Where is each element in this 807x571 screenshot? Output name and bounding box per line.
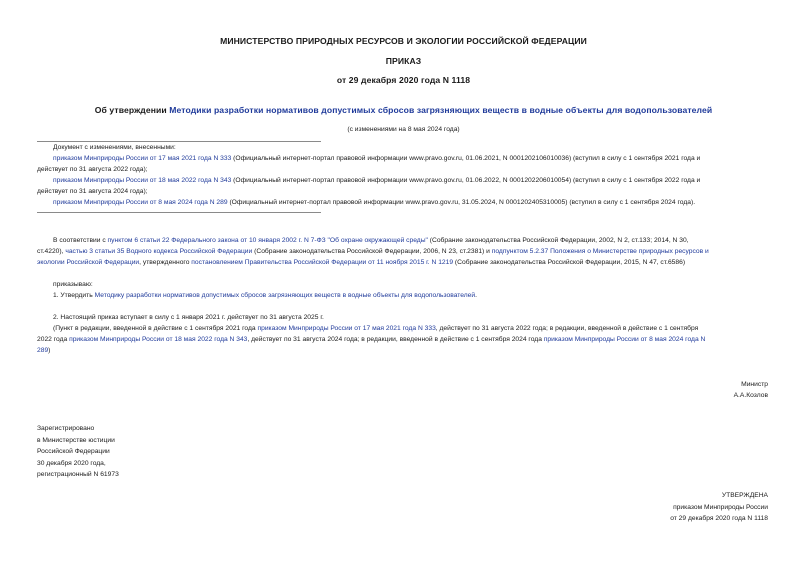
item2-note-line-2 — [37, 334, 777, 346]
note-text: ) — [48, 347, 51, 354]
preamble-text: (Собрание законодательства Российской Федерации, 2002, N 2, ст.133; 2014, N 30, — [427, 237, 689, 244]
amendment-2-text: (Официальный интернет-портал правовой информации www.pravo.gov.ru, 01.06.2022, N 0001202206010054) (вступил в силу с 1 сентября 2022 года и — [231, 177, 701, 184]
approved-line: УТВЕРЖДЕНА — [721, 492, 768, 499]
preamble-line-1 — [53, 235, 773, 247]
item2-note-line-1 — [53, 323, 773, 335]
date-number-heading: от 29 декабря 2020 года N 1118 — [336, 75, 471, 85]
methodology-link[interactable]: Методику разработки нормативов допустимых сбросов загрязняющих веществ в водные объекты для водопользователей — [94, 292, 476, 299]
preamble-text: ст.4220), — [37, 248, 66, 255]
preamble-text: , утвержденного — [139, 259, 192, 266]
order-item-1 — [53, 290, 773, 302]
law-link[interactable]: пунктом 6 статьи 22 Федерального закона от 10 января 2002 г. N 7-ФЗ "Об охране окружающей среды" — [107, 237, 428, 244]
government-decree-link[interactable]: постановлением Правительства Российской Федерации от 11 ноября 2015 г. N 1219 — [191, 259, 454, 266]
preamble-text: (Собрание законодательства Российской Федерации, 2015, N 47, ст.6586) — [453, 259, 686, 266]
title-prefix: Об утверждении — [94, 105, 170, 115]
preamble-text: В соответствии с — [53, 237, 108, 244]
registration-line: регистрационный N 61973 — [37, 471, 119, 478]
signature-name: А.А.Козлов — [733, 392, 768, 399]
amendment-1-text: (Официальный интернет-портал правовой информации www.pravo.gov.ru, 01.06.2021, N 0001202106010036) (вступил в силу с 1 сентября 2021 года и — [231, 155, 701, 162]
order-word: приказываю: — [53, 281, 93, 288]
registration-line: 30 декабря 2020 года, — [37, 459, 106, 467]
amendment-item-1 — [53, 153, 773, 165]
document-title — [0, 105, 807, 115]
registration-block — [37, 423, 237, 481]
amendment-item-3 — [53, 197, 773, 209]
order-item-2: 2. Настоящий приказ вступает в силу с 1 января 2021 г. действует по 31 августа 2025 г. — [53, 314, 324, 321]
approved-line: приказом Минприроды России — [673, 503, 768, 511]
approved-line: от 29 декабря 2020 года N 1118 — [670, 515, 768, 522]
amendment-3-text: (Официальный интернет-портал правовой информации www.pravo.gov.ru, 31.05.2024, N 0001202405310005) (вступил в силу с 1 сентября 2024 года). — [227, 199, 696, 206]
item2-note-line-3 — [37, 345, 777, 357]
item1-end: . — [475, 292, 477, 299]
amendments-bottom-rule — [37, 212, 321, 213]
ministry-heading: МИНИСТЕРСТВО ПРИРОДНЫХ РЕСУРСОВ И ЭКОЛОГИИ РОССИЙСКОЙ ФЕДЕРАЦИИ — [220, 36, 587, 46]
preamble-line-3 — [37, 257, 777, 269]
note-text: , действует по 31 августа 2022 года; в редакции, введенной в действие с 1 сентября — [435, 325, 699, 332]
note-link-343[interactable]: приказом Минприроды России от 18 мая 2022 года N 343 — [69, 336, 248, 343]
note-text: , действует по 31 августа 2024 года; в редакции, введенной в действие с 1 сентября 2024 года — [247, 336, 544, 343]
regulation-link-cont[interactable]: экологии Российской Федерации — [37, 259, 140, 266]
registration-line: Зарегистрировано — [37, 425, 95, 432]
note-link-289[interactable]: приказом Минприроды России от 8 мая 2024 года N — [543, 336, 706, 343]
note-link-289-cont[interactable]: 289 — [37, 347, 49, 354]
registration-line: Российской Федерации — [37, 448, 110, 455]
note-text: 2022 года — [37, 336, 70, 343]
amendment-item-2-cont: действует по 31 августа 2024 года); — [37, 188, 148, 195]
amendment-2-link[interactable]: приказом Минприроды России от 18 мая 2022 года N 343 — [53, 177, 232, 184]
doc-type-heading: ПРИКАЗ — [385, 56, 422, 66]
preamble-text: (Собрание законодательства Российской Федерации, 2006, N 23, ст.2381) и — [252, 248, 492, 255]
preamble-line-2 — [37, 246, 777, 258]
approved-block — [520, 490, 768, 525]
amendments-intro: Документ с изменениями, внесенными: — [53, 144, 176, 151]
water-code-link[interactable]: частью 3 статьи 35 Водного кодекса Российской Федерации — [65, 248, 253, 255]
edition-note: (с изменениями на 8 мая 2024 года) — [347, 126, 460, 133]
note-text: (Пункт в редакции, введенной в действие с 1 сентября 2021 года — [53, 325, 258, 332]
amendment-item-1-cont: действует по 31 августа 2022 года); — [37, 166, 148, 173]
amendment-item-2 — [53, 175, 773, 187]
amendment-3-link[interactable]: приказом Минприроды России от 8 мая 2024 года N 289 — [53, 199, 228, 206]
note-link-333[interactable]: приказом Минприроды России от 17 мая 2021 года N 333 — [257, 325, 436, 332]
item1-text: 1. Утвердить — [53, 292, 95, 299]
title-link[interactable]: Методики разработки нормативов допустимых сбросов загрязняющих веществ в водные объекты для водопользователей — [169, 105, 713, 115]
signature-role: Министр — [741, 381, 768, 388]
amendment-1-link[interactable]: приказом Минприроды России от 17 мая 2021 года N 333 — [53, 155, 232, 162]
registration-line: в Министерстве юстиции — [37, 436, 115, 444]
regulation-link[interactable]: подпунктом 5.2.37 Положения о Министерстве природных ресурсов и — [491, 248, 709, 255]
